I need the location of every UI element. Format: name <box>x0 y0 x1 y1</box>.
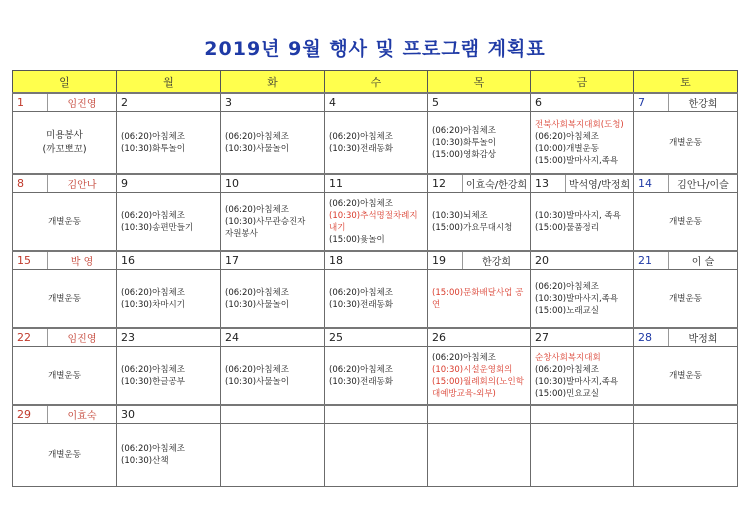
date-number: 5 <box>432 96 439 109</box>
schedule-line: 개별운동 <box>48 216 81 227</box>
staff-name: 한강희 <box>482 257 511 268</box>
schedule-line: 개별운동 <box>48 370 81 381</box>
schedule-line: 자원봉사 <box>225 228 258 239</box>
date-cell-thu <box>428 328 531 347</box>
date-cell-fri <box>531 405 634 424</box>
schedule-line: (06:20)아침체조 <box>121 131 185 142</box>
date-number: 8 <box>17 177 24 190</box>
schedule-cell-mon <box>117 347 221 406</box>
schedule-cell-wed <box>325 347 428 406</box>
schedule-cell-sun <box>13 424 117 487</box>
schedule-cell-sat <box>634 193 738 252</box>
schedule-line: (06:20)아침체조 <box>121 210 185 221</box>
date-number: 30 <box>121 408 135 421</box>
staff-name: 한강희 <box>688 99 718 110</box>
schedule-cell-sun <box>13 270 117 329</box>
date-cell-sun <box>13 251 117 270</box>
date-number: 28 <box>638 331 652 344</box>
date-cell-sun <box>13 328 117 347</box>
week-2-date-row <box>13 174 738 193</box>
schedule-cell-mon <box>117 424 221 487</box>
schedule-cell-sun <box>13 193 117 252</box>
schedule-line: (06:20)아침체조 <box>432 352 496 363</box>
date-cell-sun <box>13 405 117 424</box>
schedule-line: 대예방교육-외부) <box>432 388 496 399</box>
date-number: 11 <box>329 177 343 190</box>
schedule-line: (06:20)아침체조 <box>535 131 599 142</box>
date-cell-thu <box>428 93 531 112</box>
schedule-line: (10:30)전래동화 <box>329 143 393 154</box>
date-cell-fri <box>531 174 634 193</box>
schedule-line: (06:20)아침체조 <box>432 125 496 136</box>
schedule-line: (06:20)아침체조 <box>225 364 289 375</box>
schedule-line: (10:30)전래동화 <box>329 299 393 310</box>
schedule-cell-tue <box>221 112 325 175</box>
schedule-line: (10:30)시설운영회의 <box>432 364 513 375</box>
schedule-cell-sat <box>634 347 738 406</box>
date-cell-wed <box>325 405 428 424</box>
schedule-line: (10:30)한글공부 <box>121 376 185 387</box>
weekday-mon: 월 <box>117 71 221 94</box>
weekday-sat: 토 <box>634 71 738 94</box>
week-4-schedule-row <box>13 347 738 406</box>
schedule-line: 미용봉사 <box>46 129 83 141</box>
date-cell-sat <box>634 93 738 112</box>
schedule-line: (06:20)아침체조 <box>329 287 393 298</box>
calendar-table <box>12 70 738 487</box>
schedule-line: 개별운동 <box>669 293 702 304</box>
schedule-line: (06:20)아침체조 <box>329 131 393 142</box>
schedule-line: (15:00)문화배달사업 공 <box>432 287 524 298</box>
date-number: 9 <box>121 177 128 190</box>
schedule-line: (06:20)아침체조 <box>535 364 599 375</box>
schedule-line: (10:30)추석명절차례지 <box>329 210 418 221</box>
date-number: 2 <box>121 96 128 109</box>
schedule-cell-thu <box>428 193 531 252</box>
date-number: 23 <box>121 331 135 344</box>
date-cell-wed <box>325 174 428 193</box>
staff-name: 김안나 <box>67 180 97 191</box>
schedule-line: (10:30)발마사지, 족욕 <box>535 210 621 221</box>
schedule-cell-fri <box>531 347 634 406</box>
schedule-cell-wed <box>325 193 428 252</box>
date-number: 10 <box>225 177 239 190</box>
schedule-line: (10:30)뇌체조 <box>432 210 488 221</box>
weekday-tue: 화 <box>221 71 325 94</box>
schedule-cell-tue <box>221 270 325 329</box>
staff-name: 박정희 <box>688 334 718 345</box>
date-cell-tue <box>221 93 325 112</box>
schedule-cell-mon <box>117 193 221 252</box>
schedule-line: (15:00)영화감상 <box>432 149 496 160</box>
schedule-line: 내기 <box>329 222 346 233</box>
schedule-cell-mon <box>117 270 221 329</box>
date-cell-wed <box>325 251 428 270</box>
date-cell-fri <box>531 251 634 270</box>
week-3-date-row <box>13 251 738 270</box>
schedule-line: (10:30)차마시기 <box>121 299 185 310</box>
date-number: 15 <box>17 254 31 267</box>
date-number: 12 <box>432 177 446 190</box>
date-number: 17 <box>225 254 239 267</box>
schedule-cell-thu <box>428 424 531 487</box>
schedule-line: (10:30)화투놀이 <box>121 143 185 154</box>
schedule-line: (10:30)송편만들기 <box>121 222 194 233</box>
date-number: 25 <box>329 331 343 344</box>
weekday-wed: 수 <box>325 71 428 94</box>
schedule-cell-mon <box>117 112 221 175</box>
date-cell-sat <box>634 174 738 193</box>
schedule-line: 개별운동 <box>48 293 81 304</box>
schedule-cell-fri <box>531 270 634 329</box>
date-cell-tue <box>221 328 325 347</box>
schedule-line: (까꼬뽀꼬) <box>42 143 87 155</box>
staff-name: 박 영 <box>70 257 94 268</box>
schedule-line: (10:30)화투놀이 <box>432 137 496 148</box>
date-number: 24 <box>225 331 239 344</box>
week-1-date-row <box>13 93 738 112</box>
date-cell-mon <box>117 174 221 193</box>
date-cell-sun <box>13 93 117 112</box>
weekday-thu: 목 <box>428 71 531 94</box>
schedule-cell-sun <box>13 347 117 406</box>
schedule-line: (06:20)아침체조 <box>329 364 393 375</box>
date-cell-tue <box>221 405 325 424</box>
date-number: 22 <box>17 331 31 344</box>
schedule-line: (06:20)아침체조 <box>225 204 289 215</box>
schedule-line: (06:20)아침체조 <box>535 281 599 292</box>
date-number: 6 <box>535 96 542 109</box>
schedule-line: (10:30)전래동화 <box>329 376 393 387</box>
date-number: 20 <box>535 254 549 267</box>
schedule-line: (06:20)아침체조 <box>225 287 289 298</box>
staff-name: 이효숙 <box>67 411 97 422</box>
date-number: 21 <box>638 254 652 267</box>
schedule-line: (15:00)월례회의(노인학 <box>432 376 524 387</box>
date-number: 16 <box>121 254 135 267</box>
schedule-line: (10:00)개별운동 <box>535 143 599 154</box>
week-1-schedule-row <box>13 112 738 175</box>
week-4-date-row <box>13 328 738 347</box>
schedule-line: 연 <box>432 299 441 310</box>
staff-name: 김안나/이슬 <box>677 180 729 191</box>
schedule-cell-thu <box>428 270 531 329</box>
schedule-cell-wed <box>325 424 428 487</box>
week-5-schedule-row <box>13 424 738 487</box>
schedule-line: (06:20)아침체조 <box>121 364 185 375</box>
date-number: 26 <box>432 331 446 344</box>
schedule-cell-fri <box>531 112 634 175</box>
schedule-line: 개별운동 <box>669 137 702 148</box>
date-number: 27 <box>535 331 549 344</box>
weekday-sun: 일 <box>13 71 117 94</box>
schedule-line: (15:00)발마사지,족욕 <box>535 155 619 166</box>
schedule-line: 개별운동 <box>669 216 702 227</box>
date-number: 7 <box>638 96 645 109</box>
date-cell-sun <box>13 174 117 193</box>
staff-name: 임진영 <box>67 334 97 345</box>
schedule-cell-thu <box>428 347 531 406</box>
week-3-schedule-row <box>13 270 738 329</box>
schedule-line: 순창사회복지대회 <box>535 352 601 363</box>
date-number: 18 <box>329 254 343 267</box>
schedule-cell-sat <box>634 270 738 329</box>
date-cell-fri <box>531 93 634 112</box>
page-title: 2019년 9월 행사 및 프로그램 계획표 <box>204 38 546 60</box>
schedule-cell-wed <box>325 112 428 175</box>
staff-name: 이효숙/한강희 <box>465 180 528 191</box>
date-number: 29 <box>17 408 31 421</box>
date-cell-tue <box>221 174 325 193</box>
schedule-cell-sun <box>13 112 117 175</box>
schedule-line: (15:00)노래교실 <box>535 305 599 316</box>
schedule-line: (10:30)사물놀이 <box>225 299 289 310</box>
schedule-line: (15:00)가요무대시청 <box>432 222 513 233</box>
schedule-line: (06:20)아침체조 <box>121 444 185 454</box>
schedule-line: (15:00)물품정리 <box>535 222 599 233</box>
schedule-cell-tue <box>221 193 325 252</box>
date-number: 1 <box>17 96 24 109</box>
schedule-line: (06:20)아침체조 <box>121 287 185 298</box>
schedule-line: 개별운동 <box>48 450 81 460</box>
schedule-line: (10:30)사물놀이 <box>225 143 289 154</box>
schedule-line: (10:30)산책 <box>121 456 169 466</box>
staff-name: 이 슬 <box>691 257 715 268</box>
date-cell-mon <box>117 328 221 347</box>
staff-name: 박석영/박정희 <box>568 180 631 191</box>
schedule-cell-sat <box>634 112 738 175</box>
schedule-line: (06:20)아침체조 <box>225 131 289 142</box>
date-number: 13 <box>535 177 549 190</box>
date-cell-thu <box>428 174 531 193</box>
date-number: 14 <box>638 177 652 190</box>
schedule-line: (10:30)사무관승진자 <box>225 216 306 227</box>
week-5-date-row <box>13 405 738 424</box>
date-cell-sat <box>634 405 738 424</box>
date-cell-sat <box>634 251 738 270</box>
schedule-line: 개별운동 <box>669 370 702 381</box>
date-cell-mon <box>117 93 221 112</box>
schedule-cell-thu <box>428 112 531 175</box>
weekday-fri: 금 <box>531 71 634 94</box>
schedule-cell-fri <box>531 424 634 487</box>
schedule-cell-wed <box>325 270 428 329</box>
schedule-line: (15:00)민요교실 <box>535 388 599 399</box>
schedule-line: (15:00)윷놀이 <box>329 234 385 245</box>
date-number: 4 <box>329 96 336 109</box>
schedule-line: (10:30)발마사지,족욕 <box>535 293 619 304</box>
schedule-cell-sat <box>634 424 738 487</box>
schedule-cell-fri <box>531 193 634 252</box>
schedule-line: (06:20)아침체조 <box>329 198 393 209</box>
staff-name: 임진영 <box>67 99 97 110</box>
schedule-cell-tue <box>221 347 325 406</box>
schedule-line: (10:30)사물놀이 <box>225 376 289 387</box>
schedule-line: (10:30)발마사지,족욕 <box>535 376 619 387</box>
date-cell-thu <box>428 405 531 424</box>
date-cell-thu <box>428 251 531 270</box>
date-number: 19 <box>432 254 446 267</box>
weekday-header-row <box>13 71 738 94</box>
date-number: 3 <box>225 96 232 109</box>
week-2-schedule-row <box>13 193 738 252</box>
date-cell-wed <box>325 328 428 347</box>
date-cell-wed <box>325 93 428 112</box>
date-cell-tue <box>221 251 325 270</box>
schedule-cell-tue <box>221 424 325 487</box>
date-cell-fri <box>531 328 634 347</box>
date-cell-mon <box>117 251 221 270</box>
date-cell-sat <box>634 328 738 347</box>
date-cell-mon <box>117 405 221 424</box>
schedule-line: 전북사회복지대회(도청) <box>535 119 624 130</box>
